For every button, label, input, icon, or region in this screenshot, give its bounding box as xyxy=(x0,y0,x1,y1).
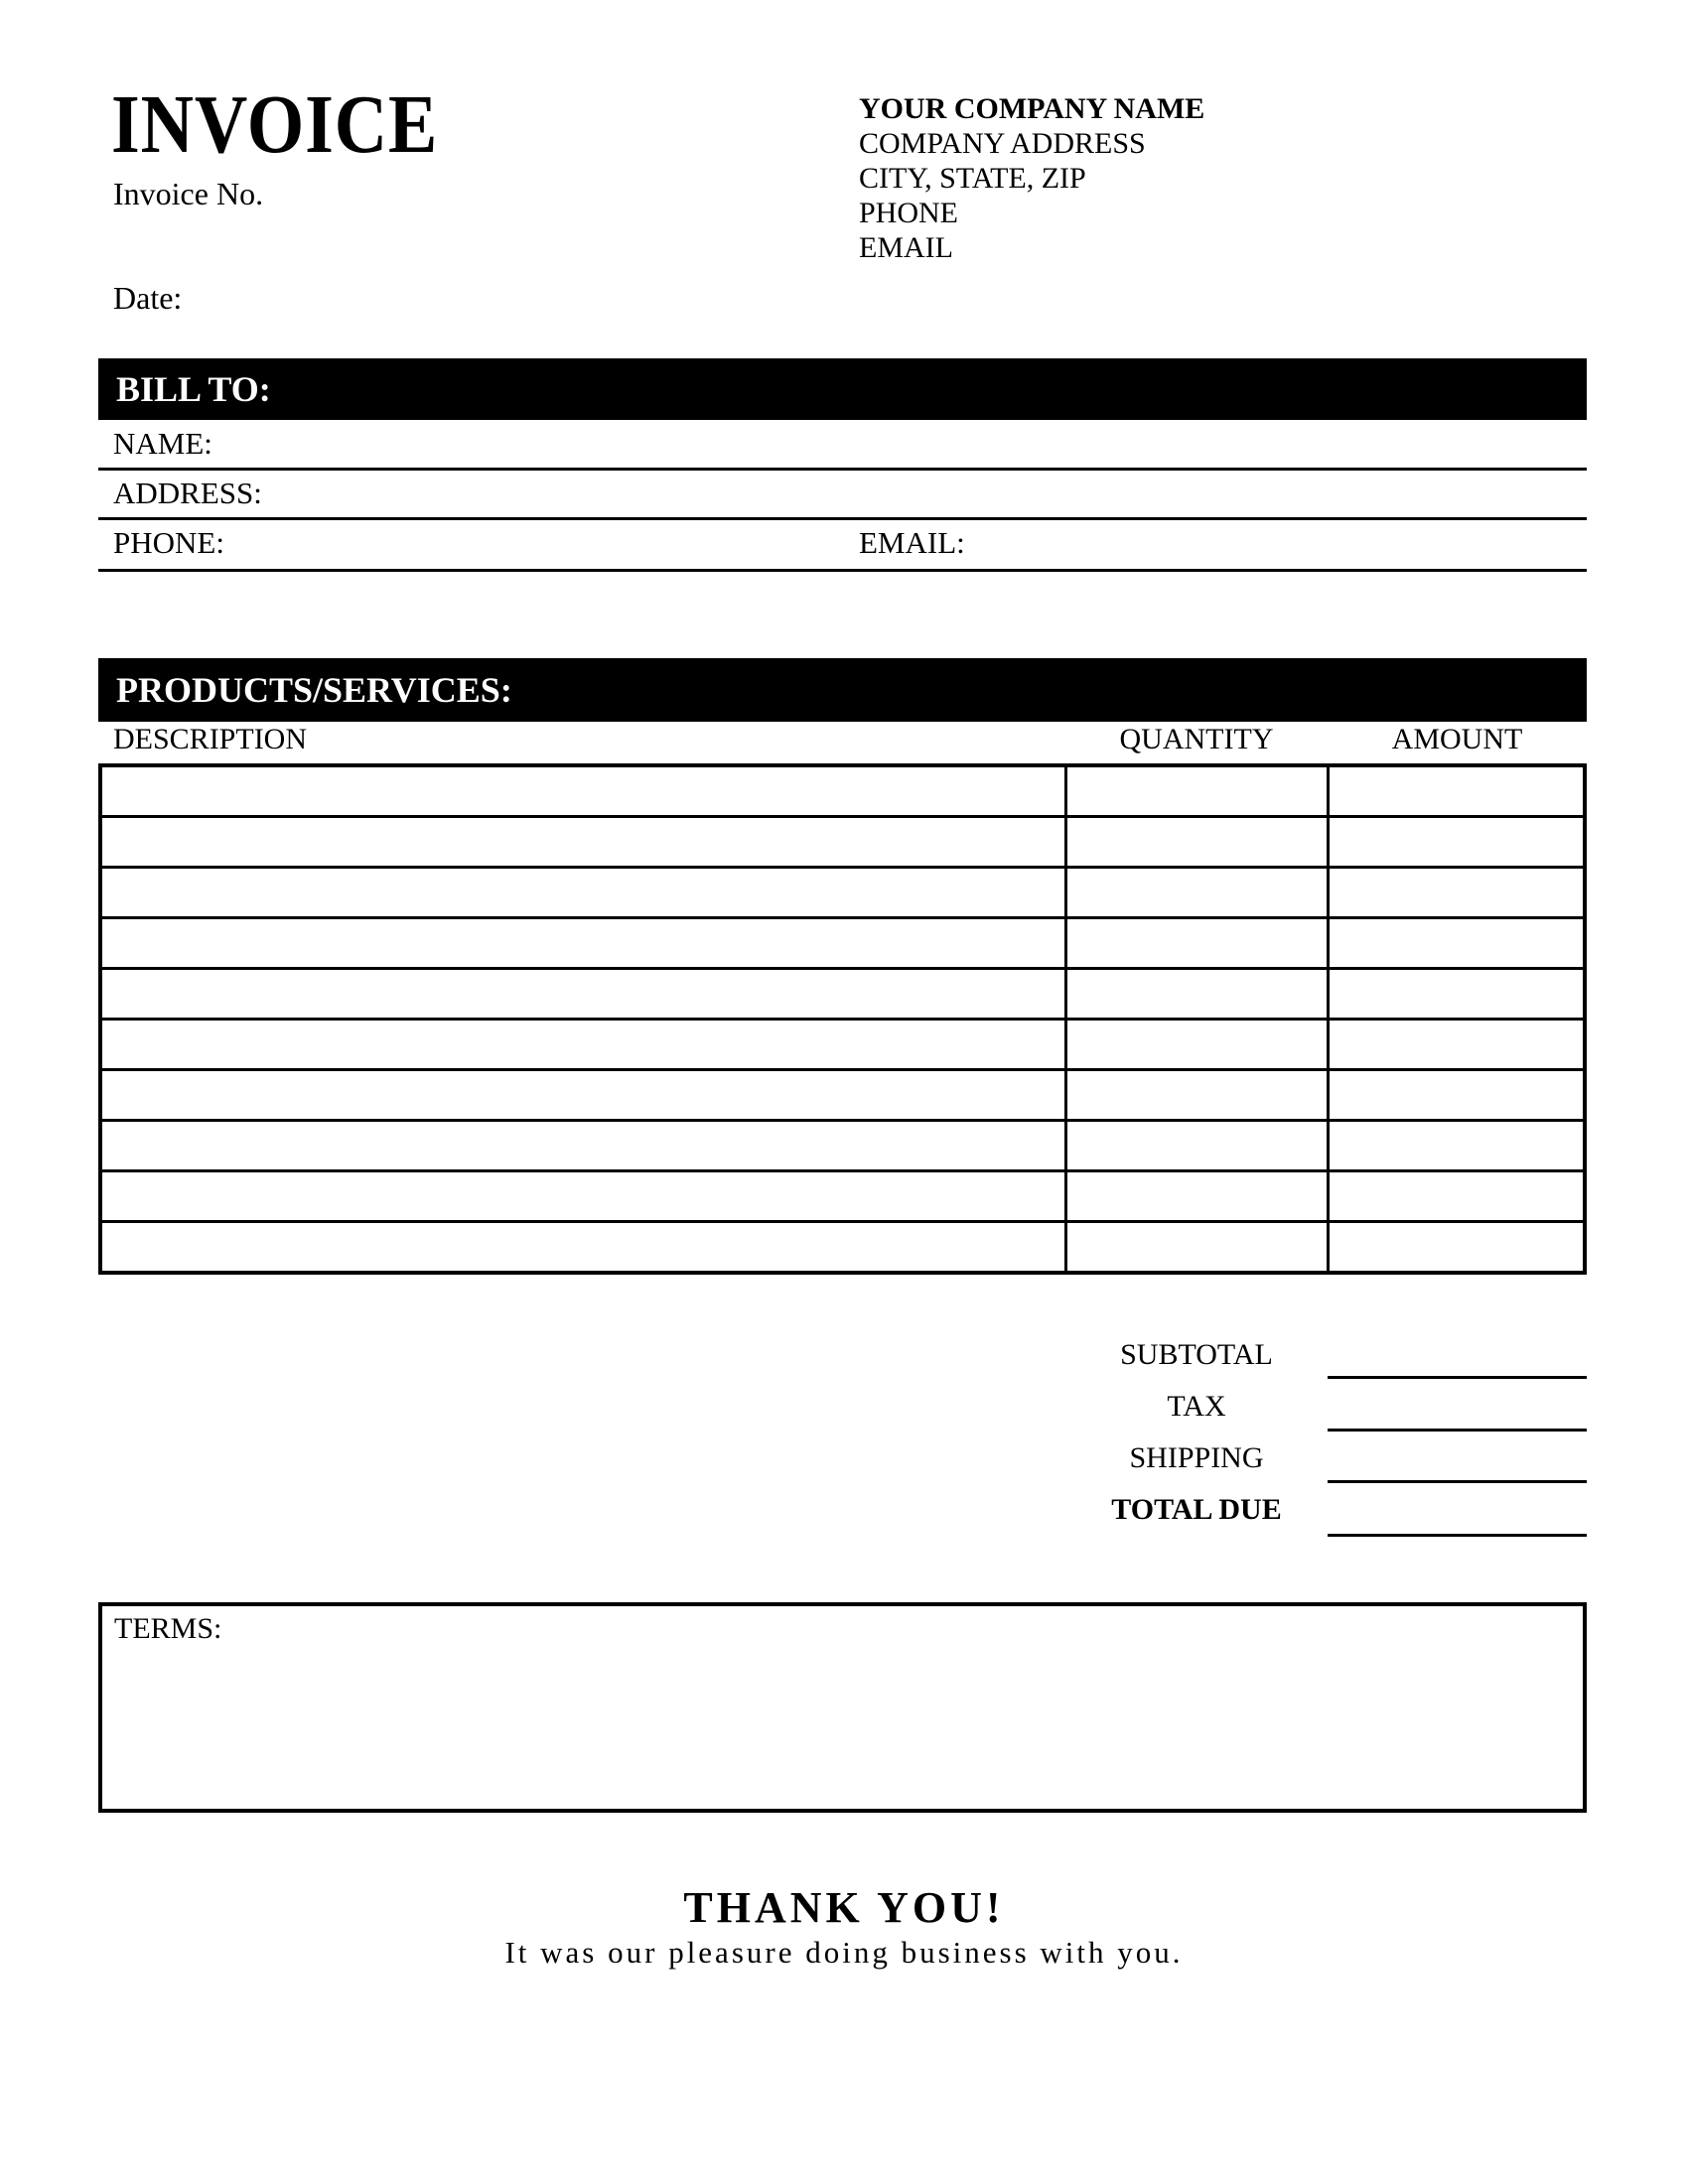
table-row xyxy=(100,868,1585,918)
description-cell[interactable] xyxy=(100,765,1065,817)
amount-column-header: AMOUNT xyxy=(1391,723,1523,755)
amount-cell[interactable] xyxy=(1329,1171,1585,1222)
table-row xyxy=(100,1020,1585,1070)
items-table-body xyxy=(100,765,1585,1273)
table-row xyxy=(100,1222,1585,1274)
table-row xyxy=(100,1070,1585,1121)
items-table xyxy=(98,763,1587,1275)
table-row xyxy=(100,1171,1585,1222)
products-services-header-bar xyxy=(98,658,1587,722)
company-name: YOUR COMPANY NAME xyxy=(859,92,1205,125)
date-label: Date: xyxy=(113,280,183,316)
bill-to-name-label: NAME: xyxy=(113,426,212,461)
quantity-cell[interactable] xyxy=(1065,918,1328,969)
shipping-input-line[interactable] xyxy=(1328,1480,1587,1483)
amount-cell[interactable] xyxy=(1329,817,1585,868)
description-cell[interactable] xyxy=(100,1222,1065,1274)
quantity-cell[interactable] xyxy=(1065,1070,1328,1121)
quantity-column-header: QUANTITY xyxy=(1119,723,1274,755)
description-column-header: DESCRIPTION xyxy=(113,723,308,755)
description-cell[interactable] xyxy=(100,1171,1065,1222)
description-cell[interactable] xyxy=(100,969,1065,1020)
bill-to-phone-email-input-line[interactable] xyxy=(98,569,1587,572)
description-cell[interactable] xyxy=(100,1121,1065,1171)
bill-to-header-label: BILL TO: xyxy=(116,369,271,409)
table-row xyxy=(100,969,1585,1020)
quantity-cell[interactable] xyxy=(1065,969,1328,1020)
subtotal-label: SUBTOTAL xyxy=(1120,1338,1273,1371)
quantity-cell[interactable] xyxy=(1065,817,1328,868)
terms-input-area[interactable] xyxy=(98,1602,1587,1813)
quantity-cell[interactable] xyxy=(1065,1121,1328,1171)
description-cell[interactable] xyxy=(100,1020,1065,1070)
quantity-cell[interactable] xyxy=(1065,1222,1328,1274)
total-due-input-line[interactable] xyxy=(1328,1534,1587,1537)
quantity-cell[interactable] xyxy=(1065,868,1328,918)
table-row xyxy=(100,765,1585,817)
bill-to-email-label: EMAIL: xyxy=(859,525,965,560)
quantity-cell[interactable] xyxy=(1065,1171,1328,1222)
amount-cell[interactable] xyxy=(1329,918,1585,969)
total-due-label: TOTAL DUE xyxy=(1111,1493,1282,1526)
bill-to-phone-label: PHONE: xyxy=(113,525,224,560)
description-cell[interactable] xyxy=(100,918,1065,969)
tagline-text: It was our pleasure doing business with you. xyxy=(504,1935,1184,1970)
tax-label: TAX xyxy=(1167,1390,1226,1423)
thank-you-text: THANK YOU! xyxy=(683,1883,1005,1932)
table-row xyxy=(100,918,1585,969)
page-title: INVOICE xyxy=(111,78,439,171)
shipping-label: SHIPPING xyxy=(1129,1441,1264,1474)
company-phone: PHONE xyxy=(859,197,959,229)
subtotal-input-line[interactable] xyxy=(1328,1376,1587,1379)
company-email: EMAIL xyxy=(859,231,953,264)
description-cell[interactable] xyxy=(100,1070,1065,1121)
tax-input-line[interactable] xyxy=(1328,1429,1587,1432)
amount-cell[interactable] xyxy=(1329,1222,1585,1274)
amount-cell[interactable] xyxy=(1329,1121,1585,1171)
bill-to-name-input-line[interactable] xyxy=(98,468,1587,471)
company-address: COMPANY ADDRESS xyxy=(859,127,1146,160)
bill-to-header-bar xyxy=(98,358,1587,420)
description-cell[interactable] xyxy=(100,817,1065,868)
quantity-cell[interactable] xyxy=(1065,1020,1328,1070)
amount-cell[interactable] xyxy=(1329,1070,1585,1121)
products-services-header-label: PRODUCTS/SERVICES: xyxy=(116,670,512,710)
terms-label: TERMS: xyxy=(114,1612,222,1645)
table-row xyxy=(100,1121,1585,1171)
amount-cell[interactable] xyxy=(1329,969,1585,1020)
description-cell[interactable] xyxy=(100,868,1065,918)
bill-to-address-input-line[interactable] xyxy=(98,517,1587,520)
company-info-block xyxy=(859,91,1204,265)
amount-cell[interactable] xyxy=(1329,1020,1585,1070)
bill-to-address-label: ADDRESS: xyxy=(113,476,262,510)
quantity-cell[interactable] xyxy=(1065,765,1328,817)
table-row xyxy=(100,817,1585,868)
company-city-state-zip: CITY, STATE, ZIP xyxy=(859,162,1086,195)
amount-cell[interactable] xyxy=(1329,765,1585,817)
invoice-number-label: Invoice No. xyxy=(113,176,264,211)
amount-cell[interactable] xyxy=(1329,868,1585,918)
